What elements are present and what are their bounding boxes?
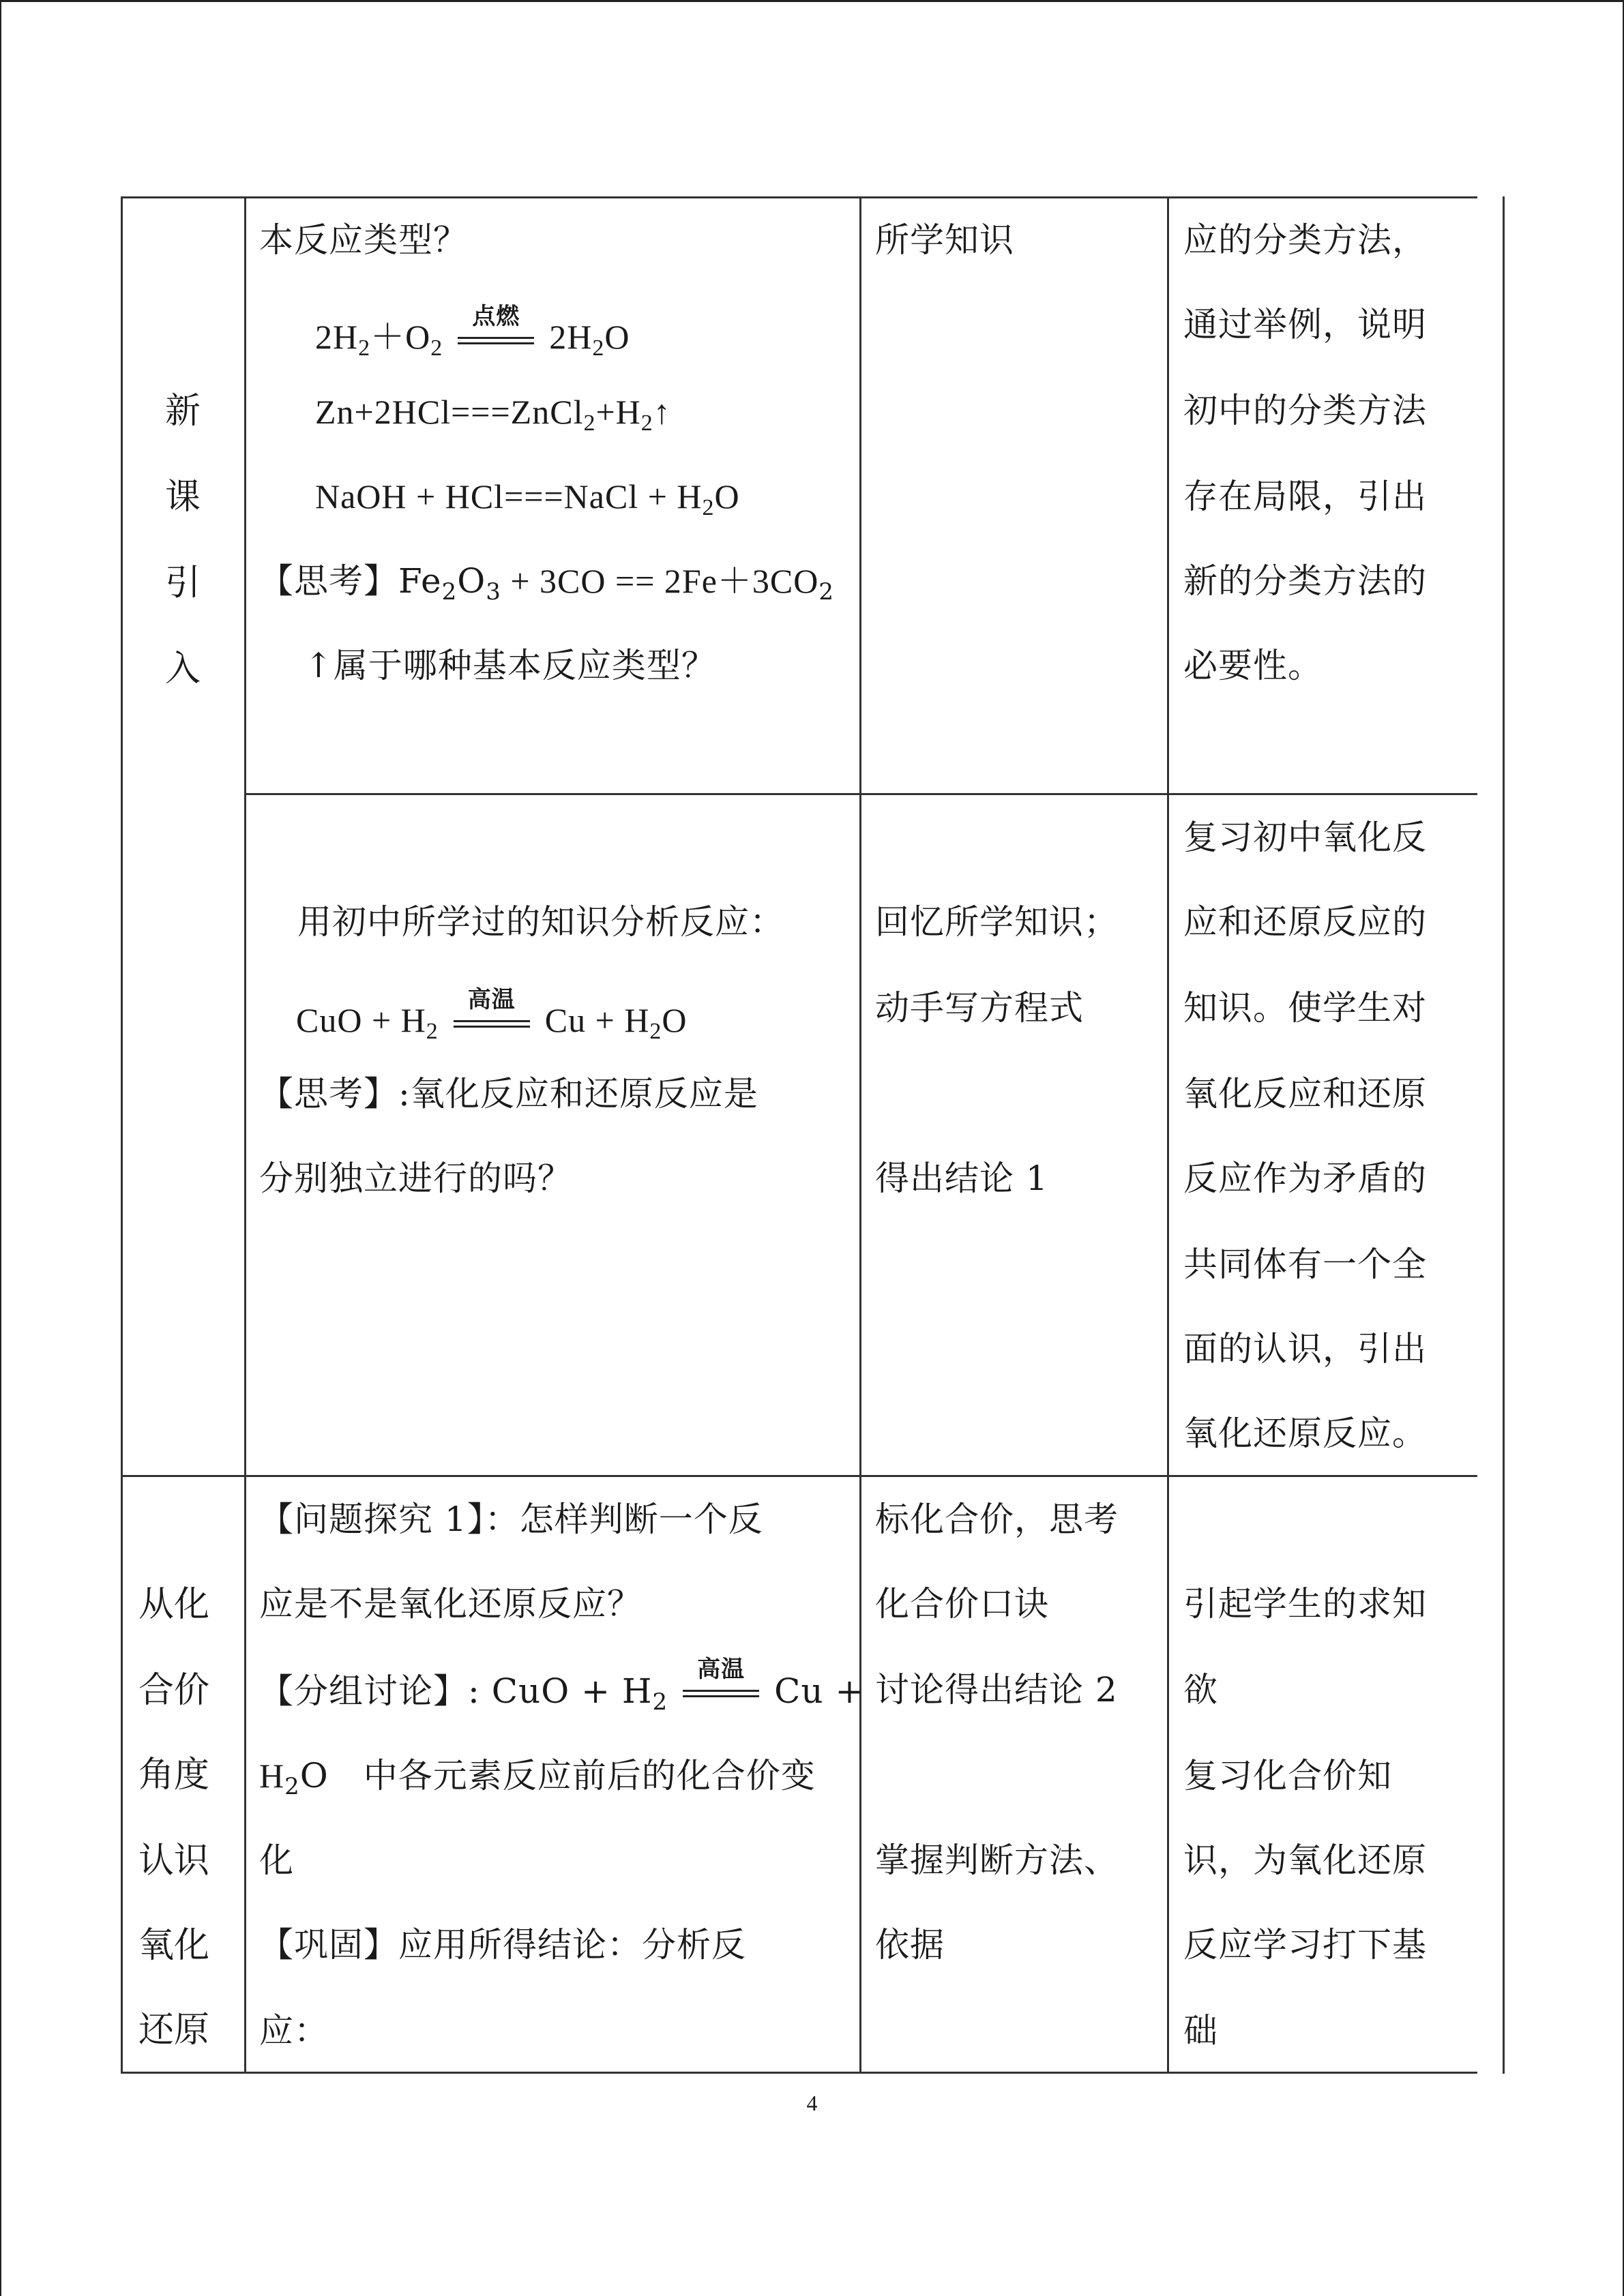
row2-think-line2: 分别独立进行的吗？ bbox=[259, 1159, 572, 1198]
intent-line: 反应作为矛盾的 bbox=[1183, 1159, 1427, 1198]
intent-line: 面的认识，引出 bbox=[1183, 1329, 1427, 1369]
consolidation-line2: 应： bbox=[259, 2011, 329, 2051]
intent-line: 氧化还原反应。 bbox=[1183, 1414, 1427, 1453]
equation-naoh-hcl: NaOH + HCl===NaCl + $H_2O$ bbox=[315, 477, 740, 520]
intent-line: 础 bbox=[1183, 2011, 1218, 2051]
section-label-line: 认识 bbox=[138, 1840, 209, 1881]
table-line bbox=[244, 196, 246, 2074]
table-line bbox=[121, 196, 123, 2074]
intent-line: 复习化合价知 bbox=[1183, 1756, 1392, 1795]
intent-line: 应的分类方法， bbox=[1183, 220, 1427, 260]
table-line bbox=[1503, 196, 1505, 2074]
table-line bbox=[121, 2072, 1477, 2074]
table-line bbox=[121, 196, 1477, 198]
reaction-condition: 高温 bbox=[451, 1011, 533, 1038]
intent-line: 反应学习打下基 bbox=[1183, 1925, 1427, 1965]
section-label-line: 合价 bbox=[138, 1670, 209, 1711]
table-line bbox=[859, 196, 861, 2074]
row2-think-line1: 【思考】:氧化反应和还原反应是 bbox=[259, 1074, 758, 1114]
intent-line: 新的分类方法的 bbox=[1183, 561, 1427, 601]
intent-line: 引起学生的求知 bbox=[1183, 1584, 1427, 1624]
table-line bbox=[1167, 196, 1169, 2074]
student-activity-line: 回忆所学知识； bbox=[875, 902, 1119, 942]
intent-line: 知识。使学生对 bbox=[1183, 988, 1427, 1028]
group-discussion-end: 化 bbox=[259, 1840, 294, 1880]
think-question-iron-oxide: 【思考】$Fe_2O_3 + 3CO == 2Fe+3CO_2$ bbox=[259, 561, 834, 606]
consolidation-line1: 【巩固】应用所得结论：分析反 bbox=[259, 1925, 746, 1965]
student-activity-line: 掌握判断方法、 bbox=[875, 1840, 1119, 1880]
section-label-line: 氧化 bbox=[138, 1925, 209, 1966]
student-conclusion-1: 得出结论 1 bbox=[875, 1159, 1048, 1198]
section-label-line: 从化 bbox=[138, 1584, 209, 1625]
section-label-line: 角度 bbox=[138, 1755, 209, 1795]
intent-line: 存在局限，引出 bbox=[1183, 477, 1427, 516]
reaction-condition: 点燃 bbox=[455, 327, 537, 355]
intent-line: 氧化反应和还原 bbox=[1183, 1074, 1427, 1114]
group-discussion-continued: $H_2O$ 中各元素反应前后的化合价变 bbox=[259, 1756, 816, 1800]
student-activity-line: 标化合价，思考 bbox=[875, 1500, 1119, 1539]
intent-line: 复习初中氧化反 bbox=[1183, 818, 1427, 857]
student-activity-recall: 所学知识 bbox=[875, 220, 1014, 260]
row2-intro-line: 用初中所学过的知识分析反应： bbox=[297, 902, 784, 942]
inquiry-question-line2: 应是不是氧化还原反应？ bbox=[259, 1584, 642, 1624]
table-line bbox=[121, 1475, 1477, 1477]
intent-line: 欲 bbox=[1183, 1670, 1218, 1710]
intent-line: 识，为氧化还原 bbox=[1183, 1840, 1427, 1880]
section-label-line: 还原 bbox=[138, 2010, 209, 2051]
intent-line: 必要性。 bbox=[1183, 646, 1323, 685]
equation-hydrogen-oxygen: $2H_2+O_2$ 点燃 $2H_2O$ bbox=[315, 302, 630, 361]
student-activity-line: 依据 bbox=[875, 1925, 945, 1965]
intent-line: 通过举例，说明 bbox=[1183, 305, 1427, 344]
intent-line: 初中的分类方法 bbox=[1183, 391, 1427, 430]
student-activity-line: 化合价口诀 bbox=[875, 1584, 1049, 1624]
intent-line: 共同体有一个全 bbox=[1183, 1244, 1427, 1284]
group-discussion-line: 【分组讨论】: CuO + $H_2$ 高温 Cu + bbox=[259, 1656, 865, 1716]
equation-zinc-hcl: $Zn+2HCl===ZnCl_2+H_2↑$ bbox=[315, 393, 671, 436]
student-activity-line: 动手写方程式 bbox=[875, 988, 1084, 1028]
student-activity-line: 讨论得出结论 2 bbox=[875, 1670, 1118, 1710]
section-label-intro: 新课引入 bbox=[164, 391, 201, 689]
row1-question: 本反应类型？ bbox=[259, 220, 468, 260]
intent-line: 应和还原反应的 bbox=[1183, 902, 1427, 942]
think-question-continued: ↑属于哪种基本反应类型？ bbox=[304, 646, 716, 685]
equation-cuo-h2: CuO + $H_2$ 高温 $Cu + H_2O$ bbox=[296, 985, 688, 1044]
page-number: 4 bbox=[806, 2091, 818, 2115]
reaction-condition: 高温 bbox=[680, 1680, 762, 1708]
inquiry-question-line1: 【问题探究 1】：怎样判断一个反 bbox=[259, 1500, 763, 1539]
